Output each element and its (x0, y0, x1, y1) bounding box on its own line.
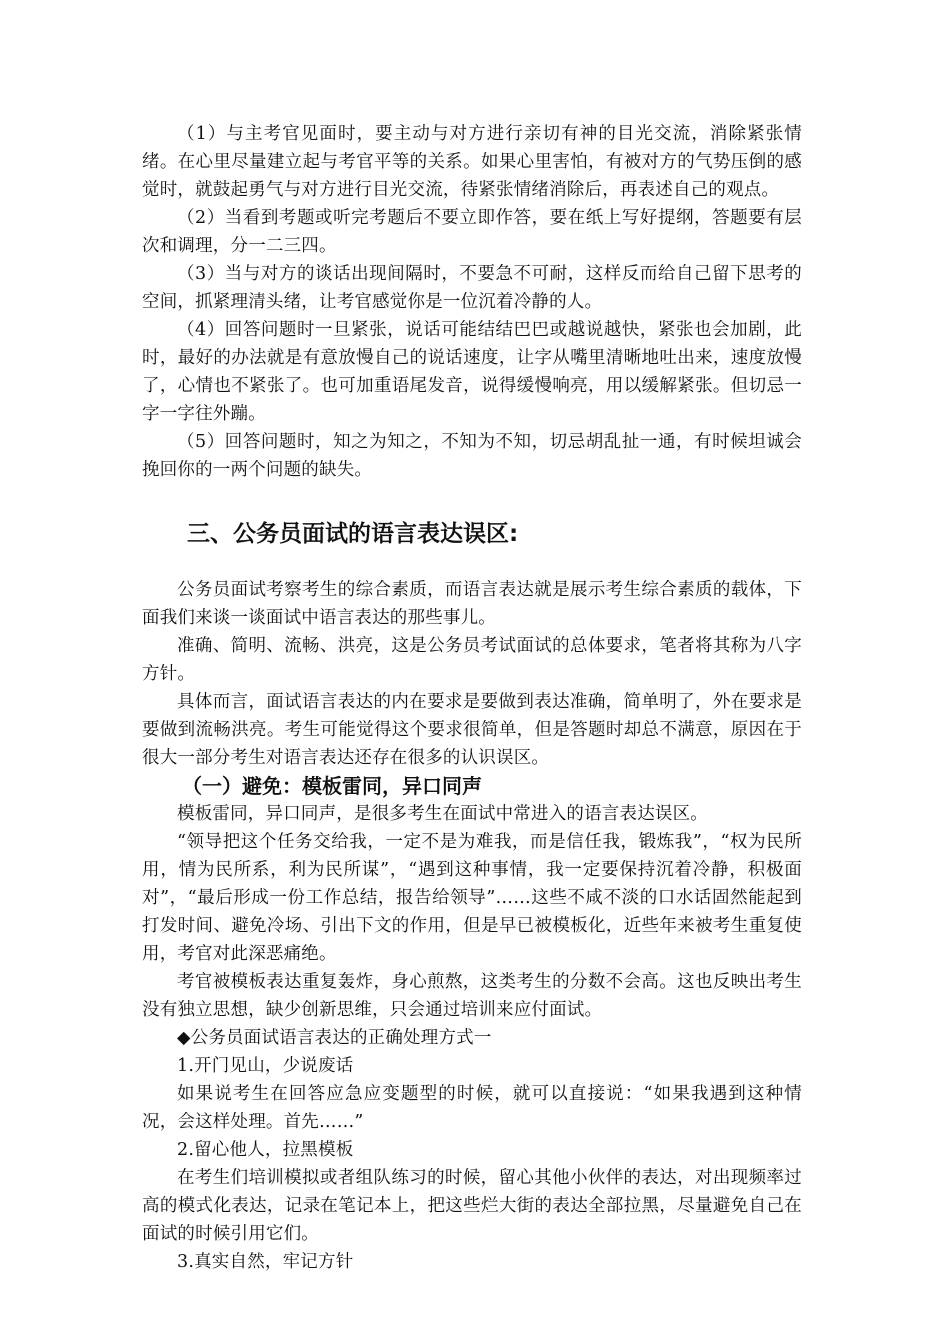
tip-paragraph-5: （5）回答问题时，知之为知之，不知为不知，切忌胡乱扯一通，有时候坦诚会挽回你的一两个问题的缺失。 (142, 432, 802, 480)
subheading: （一）避免：模板雷同，异口同声 (182, 774, 482, 798)
intro-paragraph-2: 准确、简明、流畅、洪亮，这是公务员考试面试的总体要求，笔者将其称为八字方针。 (142, 636, 802, 684)
method-item-2-title: 2.留心他人，拉黑模板 (177, 1140, 354, 1160)
method-heading: ◆公务员面试语言表达的正确处理方式一 (177, 1028, 492, 1048)
body-paragraph-1: 模板雷同，异口同声，是很多考生在面试中常进入的语言表达误区。 (177, 804, 708, 824)
tip-paragraph-2: （2）当看到考题或听完考题后不要立即作答，要在纸上写好提纲，答题要有层次和调理，分一二三四。 (142, 208, 802, 256)
method-item-2-text: 在考生们培训模拟或者组队练习的时候，留心其他小伙伴的表达，对出现频率过高的模式化表达，记录在笔记本上，把这些烂大街的表达全部拉黑，尽量避免自己在面试的时候引用它们。 (142, 1168, 802, 1244)
document-body (142, 120, 802, 1276)
method-item-3-title: 3.真实自然，牢记方针 (177, 1252, 354, 1272)
method-item-1-title: 1.开门见山，少说废话 (177, 1056, 354, 1076)
section-heading: 三、公务员面试的语言表达误区: (187, 521, 519, 547)
method-item-1-text: 如果说考生在回答应急应变题型的时候，就可以直接说：“如果我遇到这种情况，会这样处理。首先……” (142, 1084, 802, 1132)
intro-paragraph-3: 具体而言，面试语言表达的内在要求是要做到表达准确，简单明了，外在要求是要做到流畅洪亮。考生可能觉得这个要求很简单，但是答题时却总不满意，原因在于很大一部分考生对语言表达还存在很多的认识误区。 (142, 692, 802, 768)
tip-paragraph-3: （3）当与对方的谈话出现间隔时，不要急不可耐，这样反而给自己留下思考的空间，抓紧理清头绪，让考官感觉你是一位沉着冷静的人。 (142, 264, 802, 312)
body-paragraph-2: “领导把这个任务交给我，一定不是为难我，而是信任我，锻炼我”，“权为民所用，情为民所系，利为民所谋”，“遇到这种事情，我一定要保持沉着冷静，积极面对”，“最后形成一份工作总结，报告给领导”……这些不咸不淡的口水话固然能起到打发时间、避免冷场、引出下文的作用，但是早已被模板化，近些年来被考生重复使用，考官对此深恶痛绝。 (142, 832, 802, 964)
tip-paragraph-1: （1）与主考官见面时，要主动与对方进行亲切有神的目光交流，消除紧张情绪。在心里尽量建立起与考官平等的关系。如果心里害怕，有被对方的气势压倒的感觉时，就鼓起勇气与对方进行目光交流，待紧张情绪消除后，再表述自己的观点。 (142, 124, 802, 200)
intro-paragraph-1: 公务员面试考察考生的综合素质，而语言表达就是展示考生综合素质的载体，下面我们来谈一谈面试中语言表达的那些事儿。 (142, 580, 802, 628)
tip-paragraph-4: （4）回答问题时一旦紧张，说话可能结结巴巴或越说越快，紧张也会加剧，此时，最好的办法就是有意放慢自己的说话速度，让字从嘴里清晰地吐出来，速度放慢了，心情也不紧张了。也可加重语尾发音，说得缓慢响亮，用以缓解紧张。但切忌一字一字往外蹦。 (142, 320, 802, 424)
body-paragraph-3: 考官被模板表达重复轰炸，身心煎熬，这类考生的分数不会高。这也反映出考生没有独立思想，缺少创新思维，只会通过培训来应付面试。 (142, 972, 802, 1020)
